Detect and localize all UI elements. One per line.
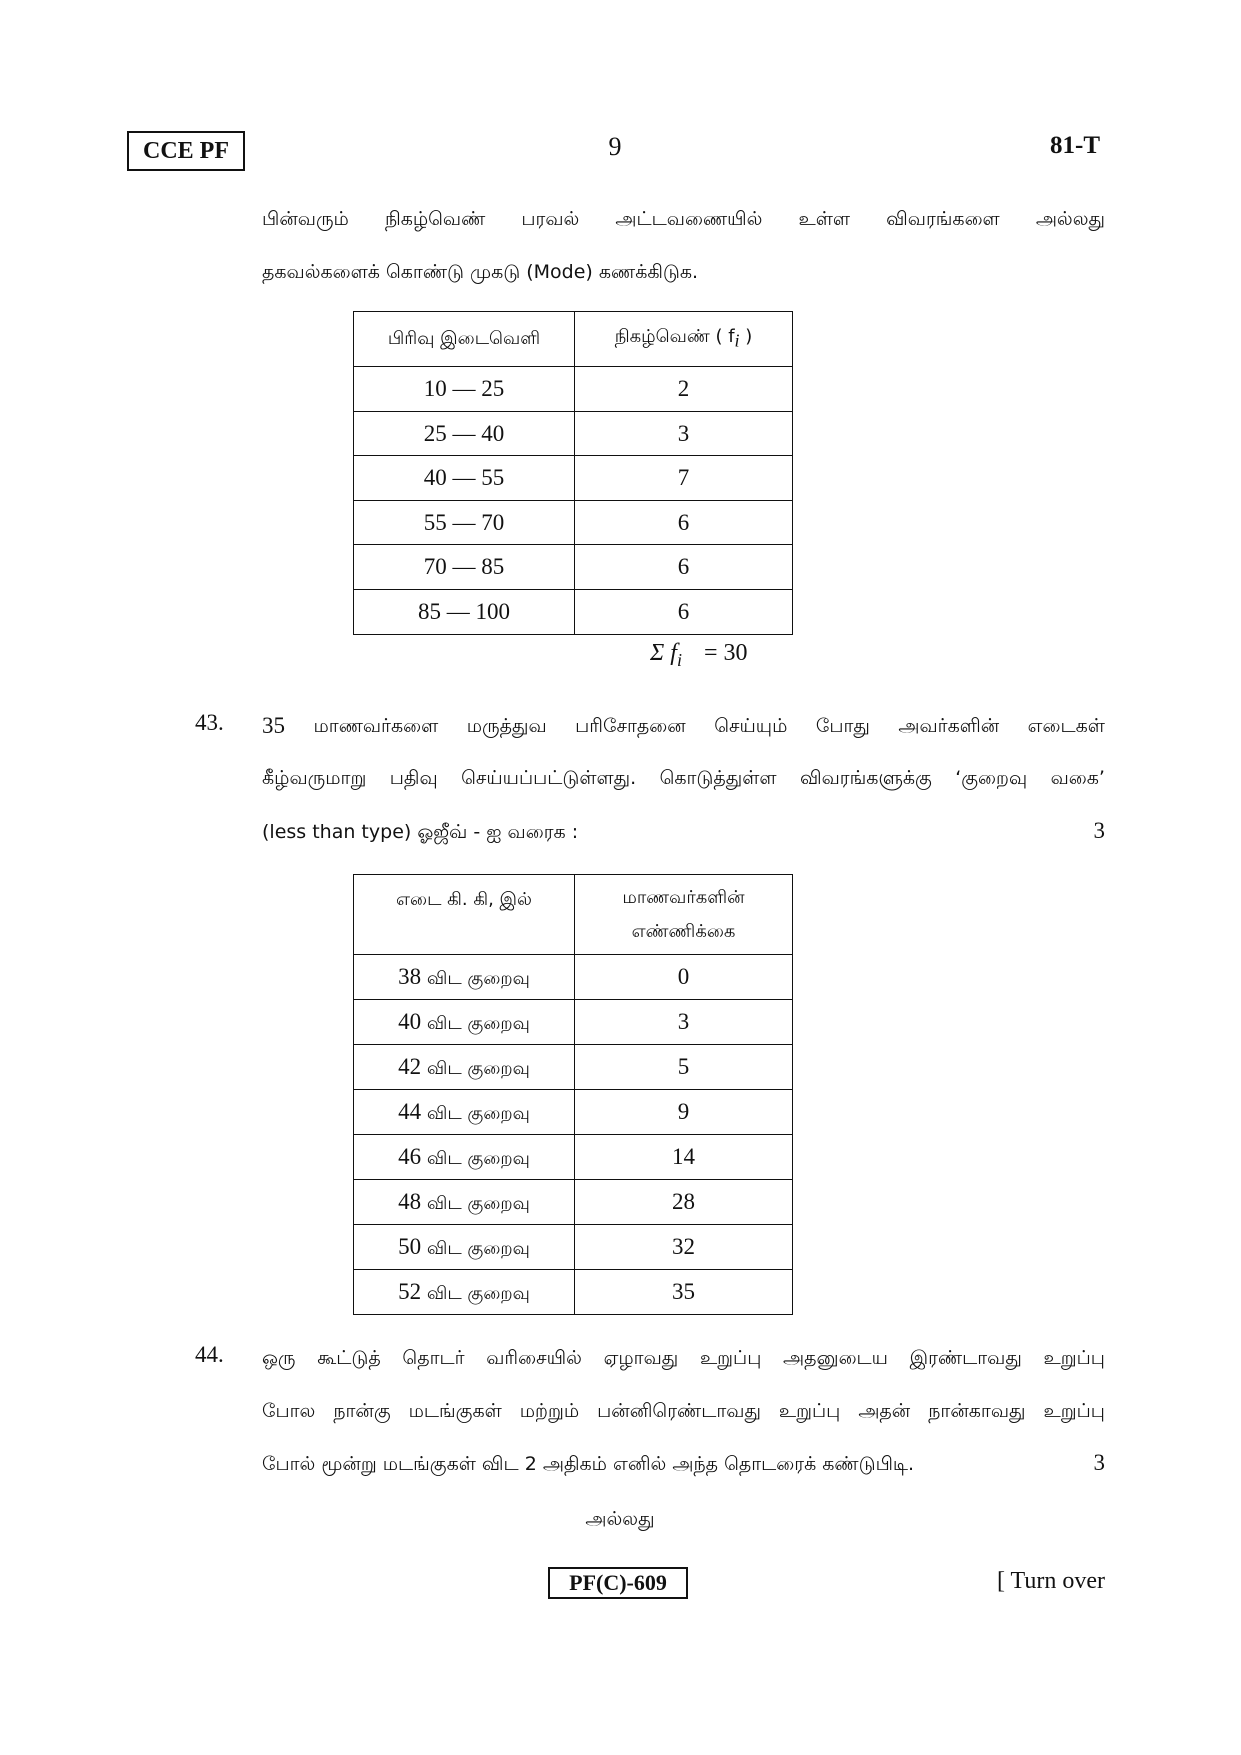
cell-weight-value: 38	[398, 963, 422, 989]
cell-interval: 85 — 100	[354, 590, 575, 635]
word: வரிசையில்	[486, 1347, 582, 1369]
table-row	[354, 456, 793, 501]
table-row	[354, 1090, 793, 1135]
word: போது	[815, 715, 870, 737]
sum-label: Σ f	[650, 640, 677, 666]
table-header-row	[354, 312, 793, 367]
intro-line-1	[262, 205, 1105, 233]
word: நான்கு	[333, 1400, 391, 1422]
q44-line-3: போல் மூன்று மடங்குகள் விட 2 அதிகம் எனில் அந்த தொடரைக் கண்டுபிடி.	[262, 1453, 915, 1475]
cell-weight-label: விட குறைவு	[426, 1057, 530, 1079]
table-row	[354, 1135, 793, 1180]
paper-code-box: CCE PF	[127, 131, 245, 171]
header-weight: எடை கி. கி, இல்	[354, 875, 575, 955]
word: உறுப்பு	[778, 1400, 841, 1422]
cell-weight	[354, 1090, 575, 1135]
word: மடங்குகள்	[408, 1400, 502, 1422]
cell-count: 28	[575, 1180, 793, 1225]
sum-sub: i	[676, 649, 682, 670]
word: எடைகள்	[1027, 715, 1105, 737]
cell-weight-label: விட குறைவு	[426, 1237, 530, 1259]
table-row	[354, 412, 793, 456]
q44-line-2	[262, 1397, 1105, 1425]
page-number: 9	[608, 132, 622, 161]
cell-weight-label: விட குறைவு	[426, 1192, 530, 1214]
cell-count: 5	[575, 1045, 793, 1090]
word: செய்யப்பட்டுள்ளது.	[461, 767, 637, 789]
table-header-row	[354, 875, 793, 955]
cell-frequency: 3	[575, 412, 793, 456]
table-row	[354, 1000, 793, 1045]
cell-weight	[354, 955, 575, 1000]
cell-interval: 70 — 85	[354, 545, 575, 590]
word: மருத்துவ	[466, 715, 547, 737]
cell-weight-value: 52	[398, 1278, 422, 1304]
footer-paper-code: PF(C)-609	[548, 1567, 688, 1599]
word: மாணவர்களை	[313, 715, 439, 737]
word: கொடுத்துள்ள	[659, 767, 777, 789]
header-frequency-close: )	[739, 326, 753, 348]
table-row	[354, 1225, 793, 1270]
cell-weight-value: 48	[398, 1188, 422, 1214]
cell-weight-value: 50	[398, 1233, 422, 1259]
frequency-sum	[650, 640, 748, 671]
cell-weight-value: 46	[398, 1143, 422, 1169]
question-number-44: 44.	[195, 1342, 224, 1367]
q43-instruction: (less than type) ஓஜீவ் - ஐ வரைக :	[262, 821, 579, 843]
cell-weight	[354, 1180, 575, 1225]
table-row	[354, 590, 793, 635]
header-student-count	[575, 875, 793, 955]
cell-weight	[354, 1270, 575, 1315]
word: பின்வரும்	[262, 208, 349, 230]
sum-value: = 30	[703, 640, 748, 666]
header-class-interval: பிரிவு இடைவெளி	[354, 312, 575, 367]
word: நான்காவது	[928, 1400, 1026, 1422]
weight-table	[353, 874, 793, 1315]
word: உறுப்பு	[1043, 1347, 1105, 1369]
word: பதிவு	[389, 767, 438, 789]
word: ஏழாவது	[603, 1347, 679, 1369]
word: நிகழ்வெண்	[384, 208, 486, 230]
word: 35	[262, 713, 285, 738]
word: பரவல்	[521, 208, 580, 230]
cell-count: 35	[575, 1270, 793, 1315]
header-student-count-1: மாணவர்களின்	[622, 886, 745, 908]
cell-weight-label: விட குறைவு	[426, 967, 530, 989]
word: உள்ள	[798, 208, 851, 230]
word: விவரங்களை	[886, 208, 1000, 230]
table-row	[354, 1180, 793, 1225]
cell-count: 14	[575, 1135, 793, 1180]
word: செய்யும்	[714, 715, 788, 737]
header-frequency-sub: i	[734, 330, 740, 351]
word: அவர்களின்	[898, 715, 1000, 737]
cell-weight-label: விட குறைவு	[426, 1147, 530, 1169]
word: பரிசோதனை	[575, 715, 686, 737]
header-frequency-label: நிகழ்வெண் ( f	[614, 326, 735, 348]
word: கூட்டுத்	[317, 1347, 381, 1369]
table-row	[354, 1270, 793, 1315]
word: தொடர்	[402, 1347, 465, 1369]
table-row	[354, 955, 793, 1000]
word: ஒரு	[262, 1347, 296, 1369]
question-number-43: 43.	[195, 710, 224, 735]
table-row	[354, 501, 793, 545]
table-row	[354, 1045, 793, 1090]
cell-weight-label: விட குறைவு	[426, 1102, 530, 1124]
word: அல்லது	[1035, 208, 1105, 230]
word: ‘குறைவு	[955, 767, 1028, 789]
header-frequency	[575, 312, 793, 367]
or-label: அல்லது	[585, 1508, 655, 1530]
header-student-count-2: எண்ணிக்கை	[631, 920, 736, 942]
cell-frequency: 6	[575, 590, 793, 635]
cell-weight	[354, 1000, 575, 1045]
cell-frequency: 2	[575, 367, 793, 412]
word: மற்றும்	[519, 1400, 580, 1422]
word: பன்னிரெண்டாவது	[597, 1400, 761, 1422]
paper-code: 81-T	[1050, 132, 1100, 159]
cell-weight-value: 42	[398, 1053, 422, 1079]
word: உறுப்பு	[699, 1347, 762, 1369]
intro-line-2: தகவல்களைக் கொண்டு முகடு (Mode) கணக்கிடுக.	[262, 261, 699, 283]
cell-weight	[354, 1135, 575, 1180]
cell-interval: 40 — 55	[354, 456, 575, 501]
cell-count: 9	[575, 1090, 793, 1135]
word: அதனுடைய	[783, 1347, 888, 1369]
cell-weight	[354, 1045, 575, 1090]
cell-weight-value: 40	[398, 1008, 422, 1034]
q43-marks: 3	[1093, 818, 1105, 843]
q43-line-2	[262, 764, 1105, 792]
cell-frequency: 7	[575, 456, 793, 501]
word: வகை’	[1050, 767, 1105, 789]
cell-weight-value: 44	[398, 1098, 422, 1124]
frequency-table	[353, 311, 793, 635]
q43-line-1	[262, 712, 1105, 740]
word: விவரங்களுக்கு	[799, 767, 932, 789]
word: உறுப்பு	[1043, 1400, 1105, 1422]
cell-weight-label: விட குறைவு	[426, 1282, 530, 1304]
cell-weight-label: விட குறைவு	[426, 1012, 530, 1034]
cell-interval: 10 — 25	[354, 367, 575, 412]
q44-marks: 3	[1093, 1450, 1105, 1475]
turn-over-label: [ Turn over	[996, 1568, 1105, 1594]
word: போல	[262, 1400, 316, 1422]
table-row	[354, 545, 793, 590]
cell-count: 3	[575, 1000, 793, 1045]
cell-weight	[354, 1225, 575, 1270]
cell-count: 32	[575, 1225, 793, 1270]
q43-line-3	[262, 818, 1042, 846]
word: இரண்டாவது	[909, 1347, 1022, 1369]
cell-frequency: 6	[575, 545, 793, 590]
word: அதன்	[858, 1400, 911, 1422]
cell-frequency: 6	[575, 501, 793, 545]
table-row	[354, 367, 793, 412]
word: கீழ்வருமாறு	[262, 767, 367, 789]
cell-interval: 25 — 40	[354, 412, 575, 456]
cell-count: 0	[575, 955, 793, 1000]
q44-line-1	[262, 1344, 1105, 1372]
word: அட்டவணையில்	[615, 208, 763, 230]
cell-interval: 55 — 70	[354, 501, 575, 545]
